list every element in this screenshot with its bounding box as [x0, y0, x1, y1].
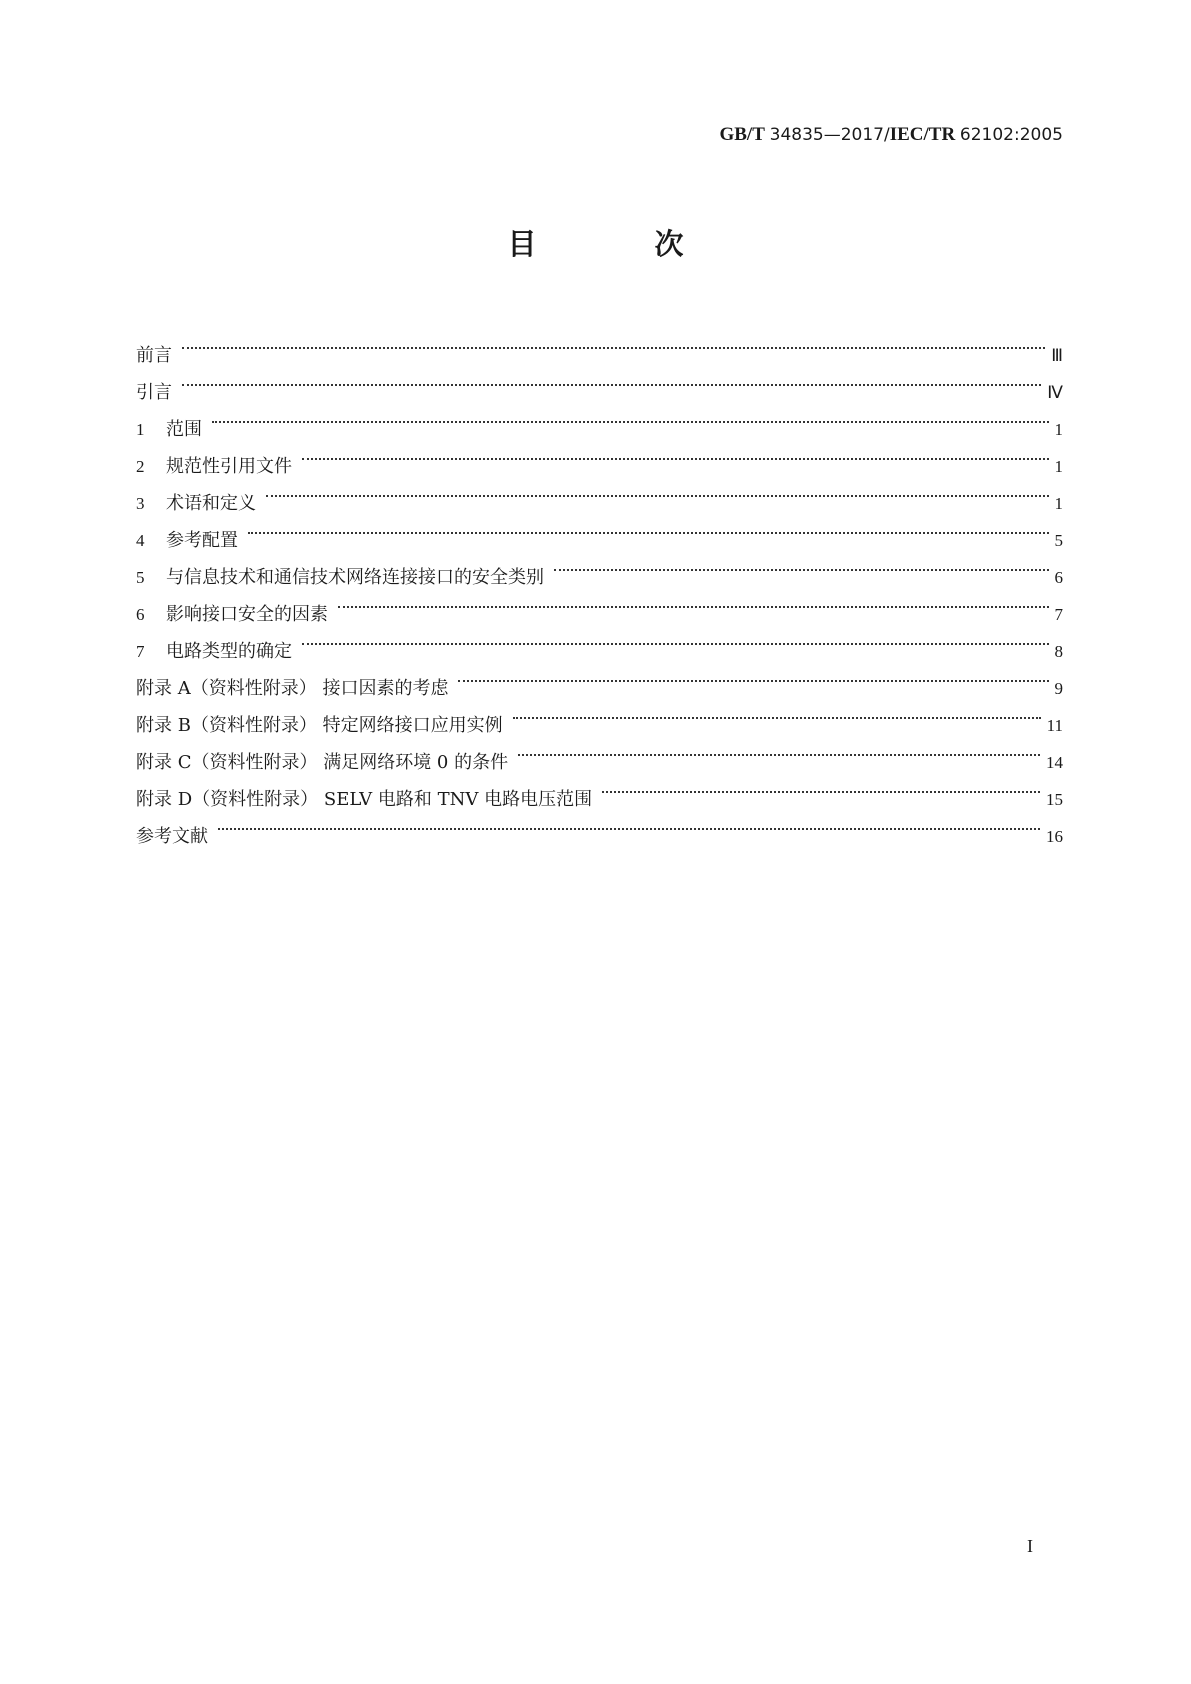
toc-number: 3 — [136, 494, 145, 513]
standard-number: 34835—2017/ — [769, 125, 890, 145]
standard-prefix: GB/T — [719, 124, 765, 145]
toc-leader — [182, 324, 1045, 361]
toc-leader — [266, 472, 1049, 509]
toc-number: 7 — [136, 642, 145, 661]
toc-entry-7[interactable] — [136, 620, 1063, 662]
toc-entry-annex-c[interactable] — [136, 731, 1063, 773]
toc-page: 15 — [1046, 790, 1063, 809]
toc-label: 影响接口安全的因素 — [166, 604, 328, 625]
toc-entry-introduction[interactable] — [136, 361, 1063, 403]
toc-leader — [338, 583, 1049, 620]
toc-label: 附录 D（资料性附录） SELV 电路和 TNV 电路电压范围 — [136, 789, 593, 810]
toc-label: 附录 B（资料性附录） 特定网络接口应用实例 — [136, 715, 503, 736]
toc-leader — [554, 546, 1049, 583]
toc-leader — [182, 361, 1041, 398]
toc-leader — [458, 657, 1048, 694]
toc-number: 5 — [136, 568, 145, 587]
toc-page: 14 — [1046, 753, 1063, 772]
toc-page: Ⅳ — [1047, 383, 1063, 402]
toc-label: 参考文献 — [136, 826, 208, 847]
toc-page: 1 — [1054, 420, 1063, 439]
toc-page: 1 — [1054, 494, 1063, 513]
toc-leader — [302, 435, 1049, 472]
toc-leader — [602, 768, 1040, 805]
toc-entry-annex-b[interactable] — [136, 694, 1063, 736]
standard-iec: IEC/TR — [889, 124, 956, 145]
toc-label: 规范性引用文件 — [166, 456, 292, 477]
standard-iec-number: 62102:2005 — [959, 125, 1063, 145]
toc-label: 范围 — [166, 419, 202, 440]
toc-entry-foreword[interactable] — [136, 324, 1063, 366]
toc-page: Ⅲ — [1051, 346, 1063, 365]
toc-label: 引言 — [136, 382, 172, 403]
toc-leader — [212, 398, 1049, 435]
toc-entry-4[interactable] — [136, 509, 1063, 551]
toc-page: 8 — [1054, 642, 1063, 661]
page-number: I — [1027, 1536, 1033, 1556]
toc-label: 术语和定义 — [166, 493, 256, 514]
toc-entry-6[interactable] — [136, 583, 1063, 625]
standard-code — [719, 124, 1063, 146]
toc-entry-3[interactable] — [136, 472, 1063, 514]
page-title: 目 次 — [507, 227, 738, 261]
toc-page: 11 — [1046, 716, 1063, 735]
toc-label: 与信息技术和通信技术网络连接接口的安全类别 — [166, 567, 544, 588]
toc-leader — [302, 620, 1049, 657]
toc-entry-bibliography[interactable] — [136, 805, 1063, 847]
toc-page: 9 — [1054, 679, 1063, 698]
toc-leader — [513, 694, 1041, 731]
toc-leader — [518, 731, 1040, 768]
toc-number: 1 — [136, 420, 145, 439]
table-of-contents — [136, 324, 1063, 847]
toc-page: 6 — [1054, 568, 1063, 587]
toc-leader — [248, 509, 1049, 546]
toc-page: 16 — [1046, 827, 1063, 846]
toc-page: 7 — [1054, 605, 1063, 624]
toc-page: 5 — [1054, 531, 1063, 550]
toc-number: 4 — [136, 531, 145, 550]
toc-label: 参考配置 — [166, 530, 238, 551]
toc-label: 前言 — [136, 345, 172, 366]
toc-number: 6 — [136, 605, 145, 624]
toc-entry-annex-d[interactable] — [136, 768, 1063, 810]
toc-label: 附录 A（资料性附录） 接口因素的考虑 — [136, 678, 449, 699]
toc-label: 电路类型的确定 — [166, 641, 292, 662]
toc-page: 1 — [1054, 457, 1063, 476]
toc-entry-2[interactable] — [136, 435, 1063, 477]
toc-entry-annex-a[interactable] — [136, 657, 1063, 699]
toc-leader — [218, 805, 1040, 842]
toc-label: 附录 C（资料性附录） 满足网络环境 0 的条件 — [136, 752, 509, 773]
toc-entry-1[interactable] — [136, 398, 1063, 440]
toc-entry-5[interactable] — [136, 546, 1063, 588]
toc-number: 2 — [136, 457, 145, 476]
